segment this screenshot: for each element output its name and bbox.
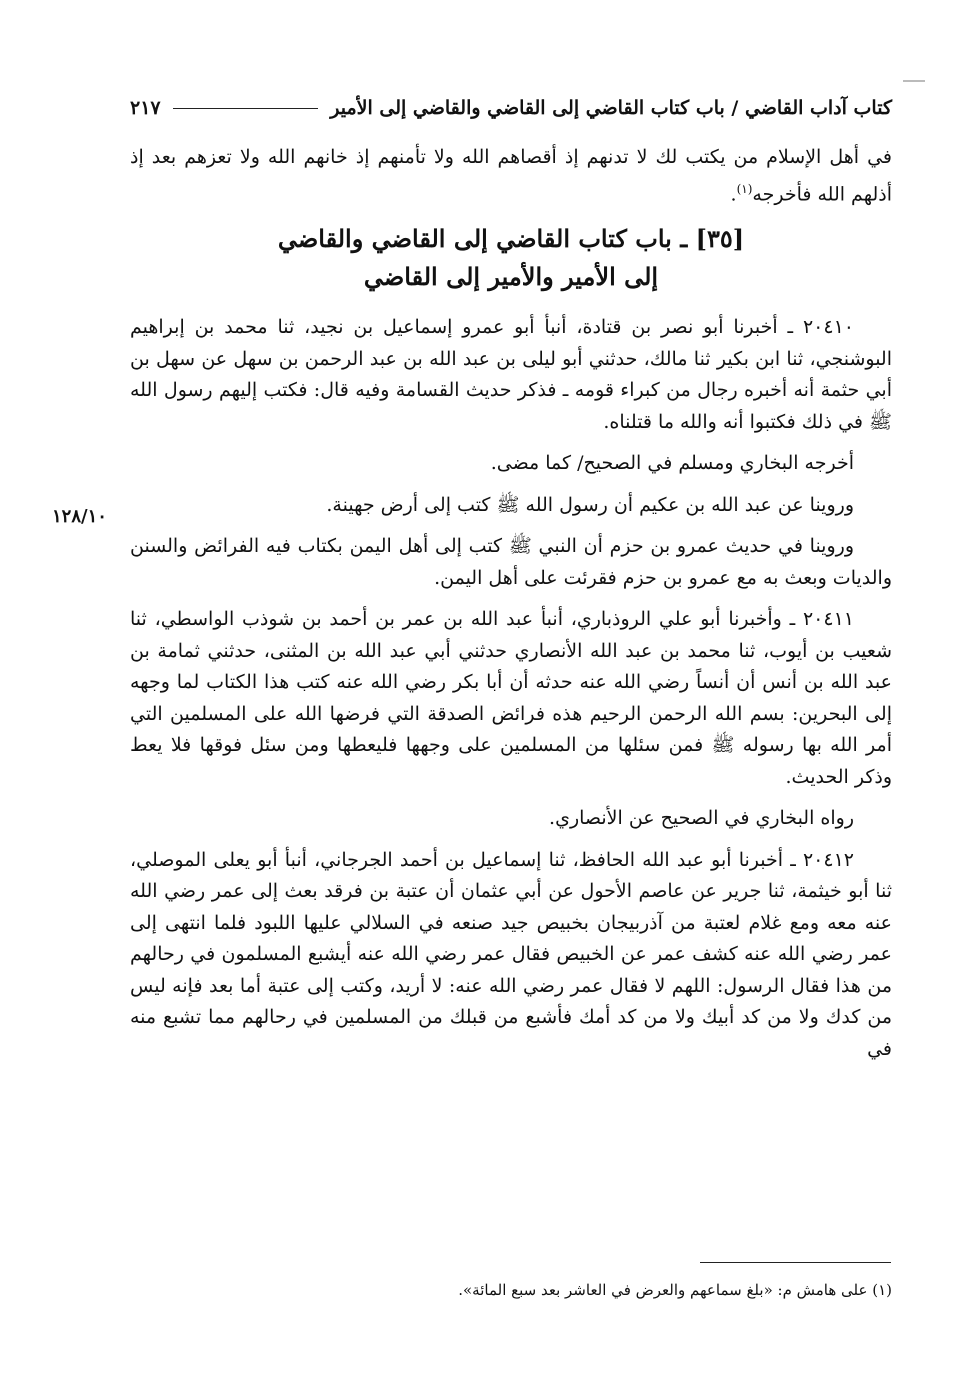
- bukhari-note: رواه البخاري في الصحيح عن الأنصاري.: [549, 807, 854, 830]
- margin-reference: ١٢٨/١٠: [52, 506, 107, 527]
- header-rule: [173, 108, 319, 109]
- chapter-title-line-2: إلى الأمير والأمير إلى القاضي: [363, 262, 659, 292]
- chapter-title-line-1: [٣٥] ـ باب كتاب القاضي إلى القاضي والقاضي: [277, 224, 745, 254]
- riwaya-juhayna: وروينا عن عبد الله بن عكيم أن رسول الله ﷺ كتب إلى أرض جهينة.: [326, 493, 854, 516]
- hadith-20412: ٢٠٤١٢ ـ أخبرنا أبو عبد الله الحافظ، ثنا إسماعيل بن أحمد الجرجاني، أنبأ أبو يعلى الموصلي، ثنا أبو خيثمة، ثنا جرير عن عاصم الأحول عن أبي عثمان أن عتبة بن فرقد بعث إلى عمر رضي الله عنه معه ومع غلام لعتبة من آذربيجان بخبيص جيد صنعه في السلالي عليها اللبود فلما انتهى إلى عمر رضي الله عنه كشف عمر عن الخبيص فقال عمر رضي الله عنه أيشبع المسلمون في رحالهم من هذا فقال الرسول: اللهم لا فقال عمر رضي الله عنه: لا أريد، وكتب إلى عتبة أما بعد فإنه ليس من كدك ولا من كد أبيك ولا من كد أمك فأشبع من قبلك من المسلمين في رحالهم مما تشبع منه في: [130, 848, 892, 1060]
- running-header: [130, 93, 892, 123]
- intro-end: .: [730, 182, 737, 205]
- takhrij-paragraph: أخرجه البخاري ومسلم في الصحيح/ كما مضى.: [490, 452, 854, 475]
- footnote-rule: [700, 1262, 891, 1263]
- hadith-20410: ٢٠٤١٠ ـ أخبرنا أبو نصر بن قتادة، أنبأ أبو عمرو إسماعيل بن نجيد، ثنا محمد بن إبراهيم البوشنجي، ثنا ابن بكير ثنا مالك، حدثني أبو ليلى بن عبد الله بن عبد الرحمن بن سهل عن سهل بن أبي حثمة أنه أخبره رجال من كبراء قومه ـ فذكر حديث القسامة وفيه قال: فكتب إليهم رسول الله ﷺ في ذلك فكتبوا أنه والله ما قتلناه.: [130, 316, 892, 433]
- chapter-title: [130, 220, 892, 296]
- riwaya-amr-bin-hazm: وروينا في حديث عمرو بن حزم أن النبي ﷺ كتب إلى أهل اليمن بكتاب فيه الفرائض والسنن والديات وبعث به مع عمرو بن حزم فقرئت على أهل اليمن.: [130, 535, 892, 589]
- footnote-marker: (١): [736, 181, 753, 196]
- intro-paragraph: [130, 142, 892, 210]
- footnote: (١) على هامش م: «بلغ سماعهم والعرض في العاشر بعد سبع المائة».: [458, 1281, 892, 1299]
- intro-text: في أهل الإسلام من يكتب لك لا تدنهم إذ أقصاهم الله ولا تأمنهم إذ خانهم الله ولا تعزهم بعد إذ أذلهم الله فأخرجه: [130, 146, 892, 205]
- header-title: كتاب آداب القاضي / باب كتاب القاضي إلى القاضي والقاضي إلى الأمير: [330, 97, 892, 119]
- hadith-20411: ٢٠٤١١ ـ وأخبرنا أبو علي الروذباري، أنبأ عبد الله بن عمر بن أحمد بن شوذب الواسطي، ثنا شعيب بن أيوب، ثنا محمد بن عبد الله الأنصاري حدثني أبي عبد الله بن المثنى، حدثني ثمامة بن عبد الله بن أنس أن أنساً رضي الله عنه حدثه أن أبا بكر رضي الله عنه كتب هذا الكتاب لما وجهه إلى البحرين: بسم الله الرحمن الرحيم هذه فرائض الصدقة التي فرضها الله على المسلمين التي أمر الله بها رسوله ﷺ فمن سئلها من المسلمين على وجهها فليعطها ومن سئل فوقها فلا يعط وذكر الحديث.: [130, 608, 892, 788]
- corner-mark: [903, 80, 925, 82]
- page-number: ٢١٧: [130, 97, 161, 119]
- main-text: [130, 142, 892, 1075]
